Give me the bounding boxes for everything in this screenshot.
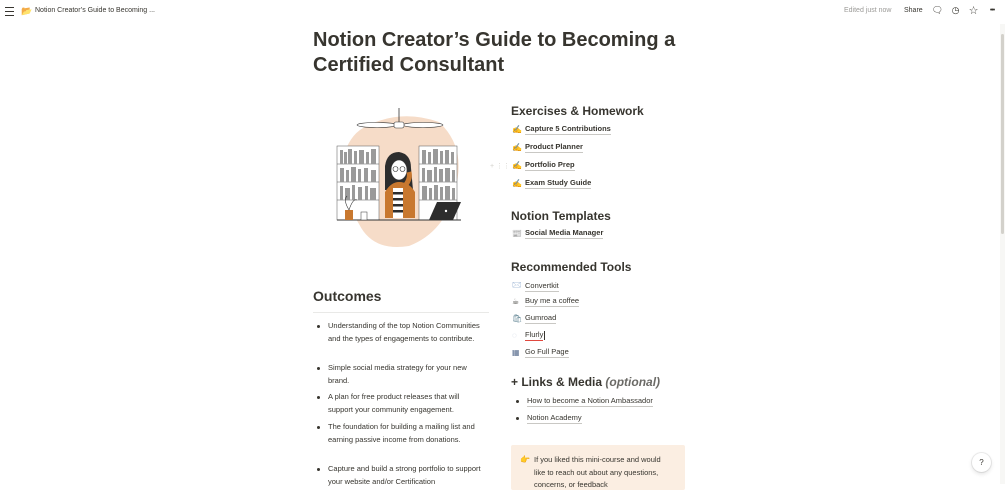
exercise-link[interactable] bbox=[512, 124, 611, 135]
exercises-heading[interactable]: Exercises & Homework bbox=[511, 104, 644, 118]
illustration-image bbox=[333, 108, 465, 250]
edited-status: Edited just now bbox=[844, 7, 892, 14]
tool-link-label[interactable]: Buy me a coffee bbox=[525, 296, 580, 305]
divider bbox=[313, 312, 489, 313]
exercise-link-label[interactable]: Capture 5 Contributions bbox=[525, 124, 611, 133]
bullet-dot bbox=[317, 468, 320, 471]
scrollbar-thumb[interactable] bbox=[1001, 34, 1004, 234]
flurly-icon: ◌ bbox=[512, 331, 517, 340]
callout[interactable] bbox=[511, 445, 685, 490]
history-icon[interactable]: ◷ bbox=[951, 5, 960, 15]
list-item[interactable] bbox=[317, 421, 489, 446]
tool-link-label[interactable]: Gumroad bbox=[525, 313, 557, 322]
links-heading-optional: (optional) bbox=[605, 375, 661, 389]
template-link[interactable] bbox=[512, 228, 603, 239]
pointing-hand-icon[interactable]: 👉 bbox=[520, 455, 530, 464]
tool-link[interactable] bbox=[512, 296, 579, 307]
list-item[interactable] bbox=[317, 463, 489, 488]
exercise-link-label[interactable]: Portfolio Prep bbox=[525, 160, 575, 169]
page-icon[interactable]: 📂 bbox=[21, 6, 33, 16]
exercise-link-label[interactable]: Product Planner bbox=[525, 142, 583, 151]
exercise-link[interactable] bbox=[512, 178, 591, 189]
tool-link-label[interactable]: Flurly bbox=[525, 330, 544, 339]
tool-link-label[interactable]: Go Full Page bbox=[525, 347, 569, 356]
outcomes-heading[interactable]: Outcomes bbox=[313, 288, 382, 304]
tool-link-label[interactable]: Convertkit bbox=[525, 280, 559, 290]
outcome-text[interactable]: Simple social media strategy for your new brand. bbox=[328, 363, 467, 385]
writing-hand-icon: ✍️ bbox=[512, 179, 522, 188]
drag-handle-icon[interactable]: + ⋮⋮ bbox=[490, 163, 511, 170]
bullet-dot bbox=[317, 367, 320, 370]
scrollbar[interactable] bbox=[1000, 24, 1005, 484]
favorite-icon[interactable]: ☆ bbox=[968, 5, 979, 17]
grid-icon: ▦ bbox=[512, 348, 520, 357]
template-link-label[interactable]: Social Media Manager bbox=[525, 228, 604, 237]
tool-link[interactable] bbox=[512, 279, 559, 293]
bullet-dot bbox=[516, 400, 519, 403]
mail-icon: 🖂 bbox=[512, 280, 522, 289]
breadcrumb[interactable]: Notion Creator’s Guide to Becoming ... bbox=[35, 7, 155, 14]
tool-link[interactable] bbox=[512, 313, 556, 324]
tools-heading[interactable]: Recommended Tools bbox=[511, 260, 632, 274]
outcome-text[interactable]: Capture and build a strong portfolio to support your website and/or Certification bbox=[328, 464, 481, 486]
bullet-dot bbox=[317, 426, 320, 429]
link-label[interactable]: Notion Academy bbox=[527, 413, 582, 422]
writing-hand-icon: ✍️ bbox=[512, 143, 522, 152]
links-heading[interactable] bbox=[511, 375, 660, 389]
links-heading-text: + Links & Media bbox=[511, 375, 603, 389]
writing-hand-icon: ✍️ bbox=[512, 125, 522, 134]
help-button[interactable]: ? bbox=[972, 453, 991, 472]
callout-text[interactable]: If you liked this mini-course and would like to reach out about any questions, concerns, or feedback bbox=[534, 455, 661, 489]
list-item[interactable] bbox=[317, 391, 489, 416]
comment-icon[interactable]: 🗨 bbox=[931, 5, 944, 15]
list-item[interactable] bbox=[317, 362, 489, 387]
more-options-icon[interactable]: ••• bbox=[989, 7, 995, 14]
bullet-dot bbox=[516, 417, 519, 420]
top-bar bbox=[0, 0, 1005, 24]
list-item[interactable] bbox=[516, 396, 653, 407]
text-cursor bbox=[544, 331, 545, 340]
list-item[interactable] bbox=[516, 413, 582, 424]
exercise-link[interactable] bbox=[512, 142, 583, 153]
outcome-text[interactable]: A plan for free product releases that will support your community engagement. bbox=[328, 392, 460, 414]
coffee-icon: ☕ bbox=[512, 297, 520, 306]
share-button[interactable]: Share bbox=[904, 7, 923, 14]
page-title[interactable]: Notion Creator’s Guide to Becoming a Certified Consultant bbox=[313, 29, 676, 76]
tool-link[interactable] bbox=[512, 347, 569, 358]
newspaper-icon: 📰 bbox=[512, 229, 522, 238]
exercise-link-label[interactable]: Exam Study Guide bbox=[525, 178, 592, 187]
bullet-dot bbox=[317, 396, 320, 399]
outcome-text[interactable]: Understanding of the top Notion Communities and the types of engagements to contribute. bbox=[328, 321, 480, 343]
templates-heading[interactable]: Notion Templates bbox=[511, 209, 611, 223]
bullet-dot bbox=[317, 325, 320, 328]
exercise-link[interactable] bbox=[512, 160, 575, 171]
tool-link[interactable] bbox=[512, 330, 545, 341]
sidebar-toggle-icon[interactable] bbox=[5, 7, 14, 16]
outcome-text[interactable]: The foundation for building a mailing list and earning passive income from donations. bbox=[328, 422, 475, 444]
writing-hand-icon: ✍️ bbox=[512, 161, 522, 170]
link-label[interactable]: How to become a Notion Ambassador bbox=[527, 396, 653, 405]
shopping-bag-icon: 🛍 bbox=[512, 314, 523, 323]
list-item[interactable] bbox=[317, 320, 489, 345]
